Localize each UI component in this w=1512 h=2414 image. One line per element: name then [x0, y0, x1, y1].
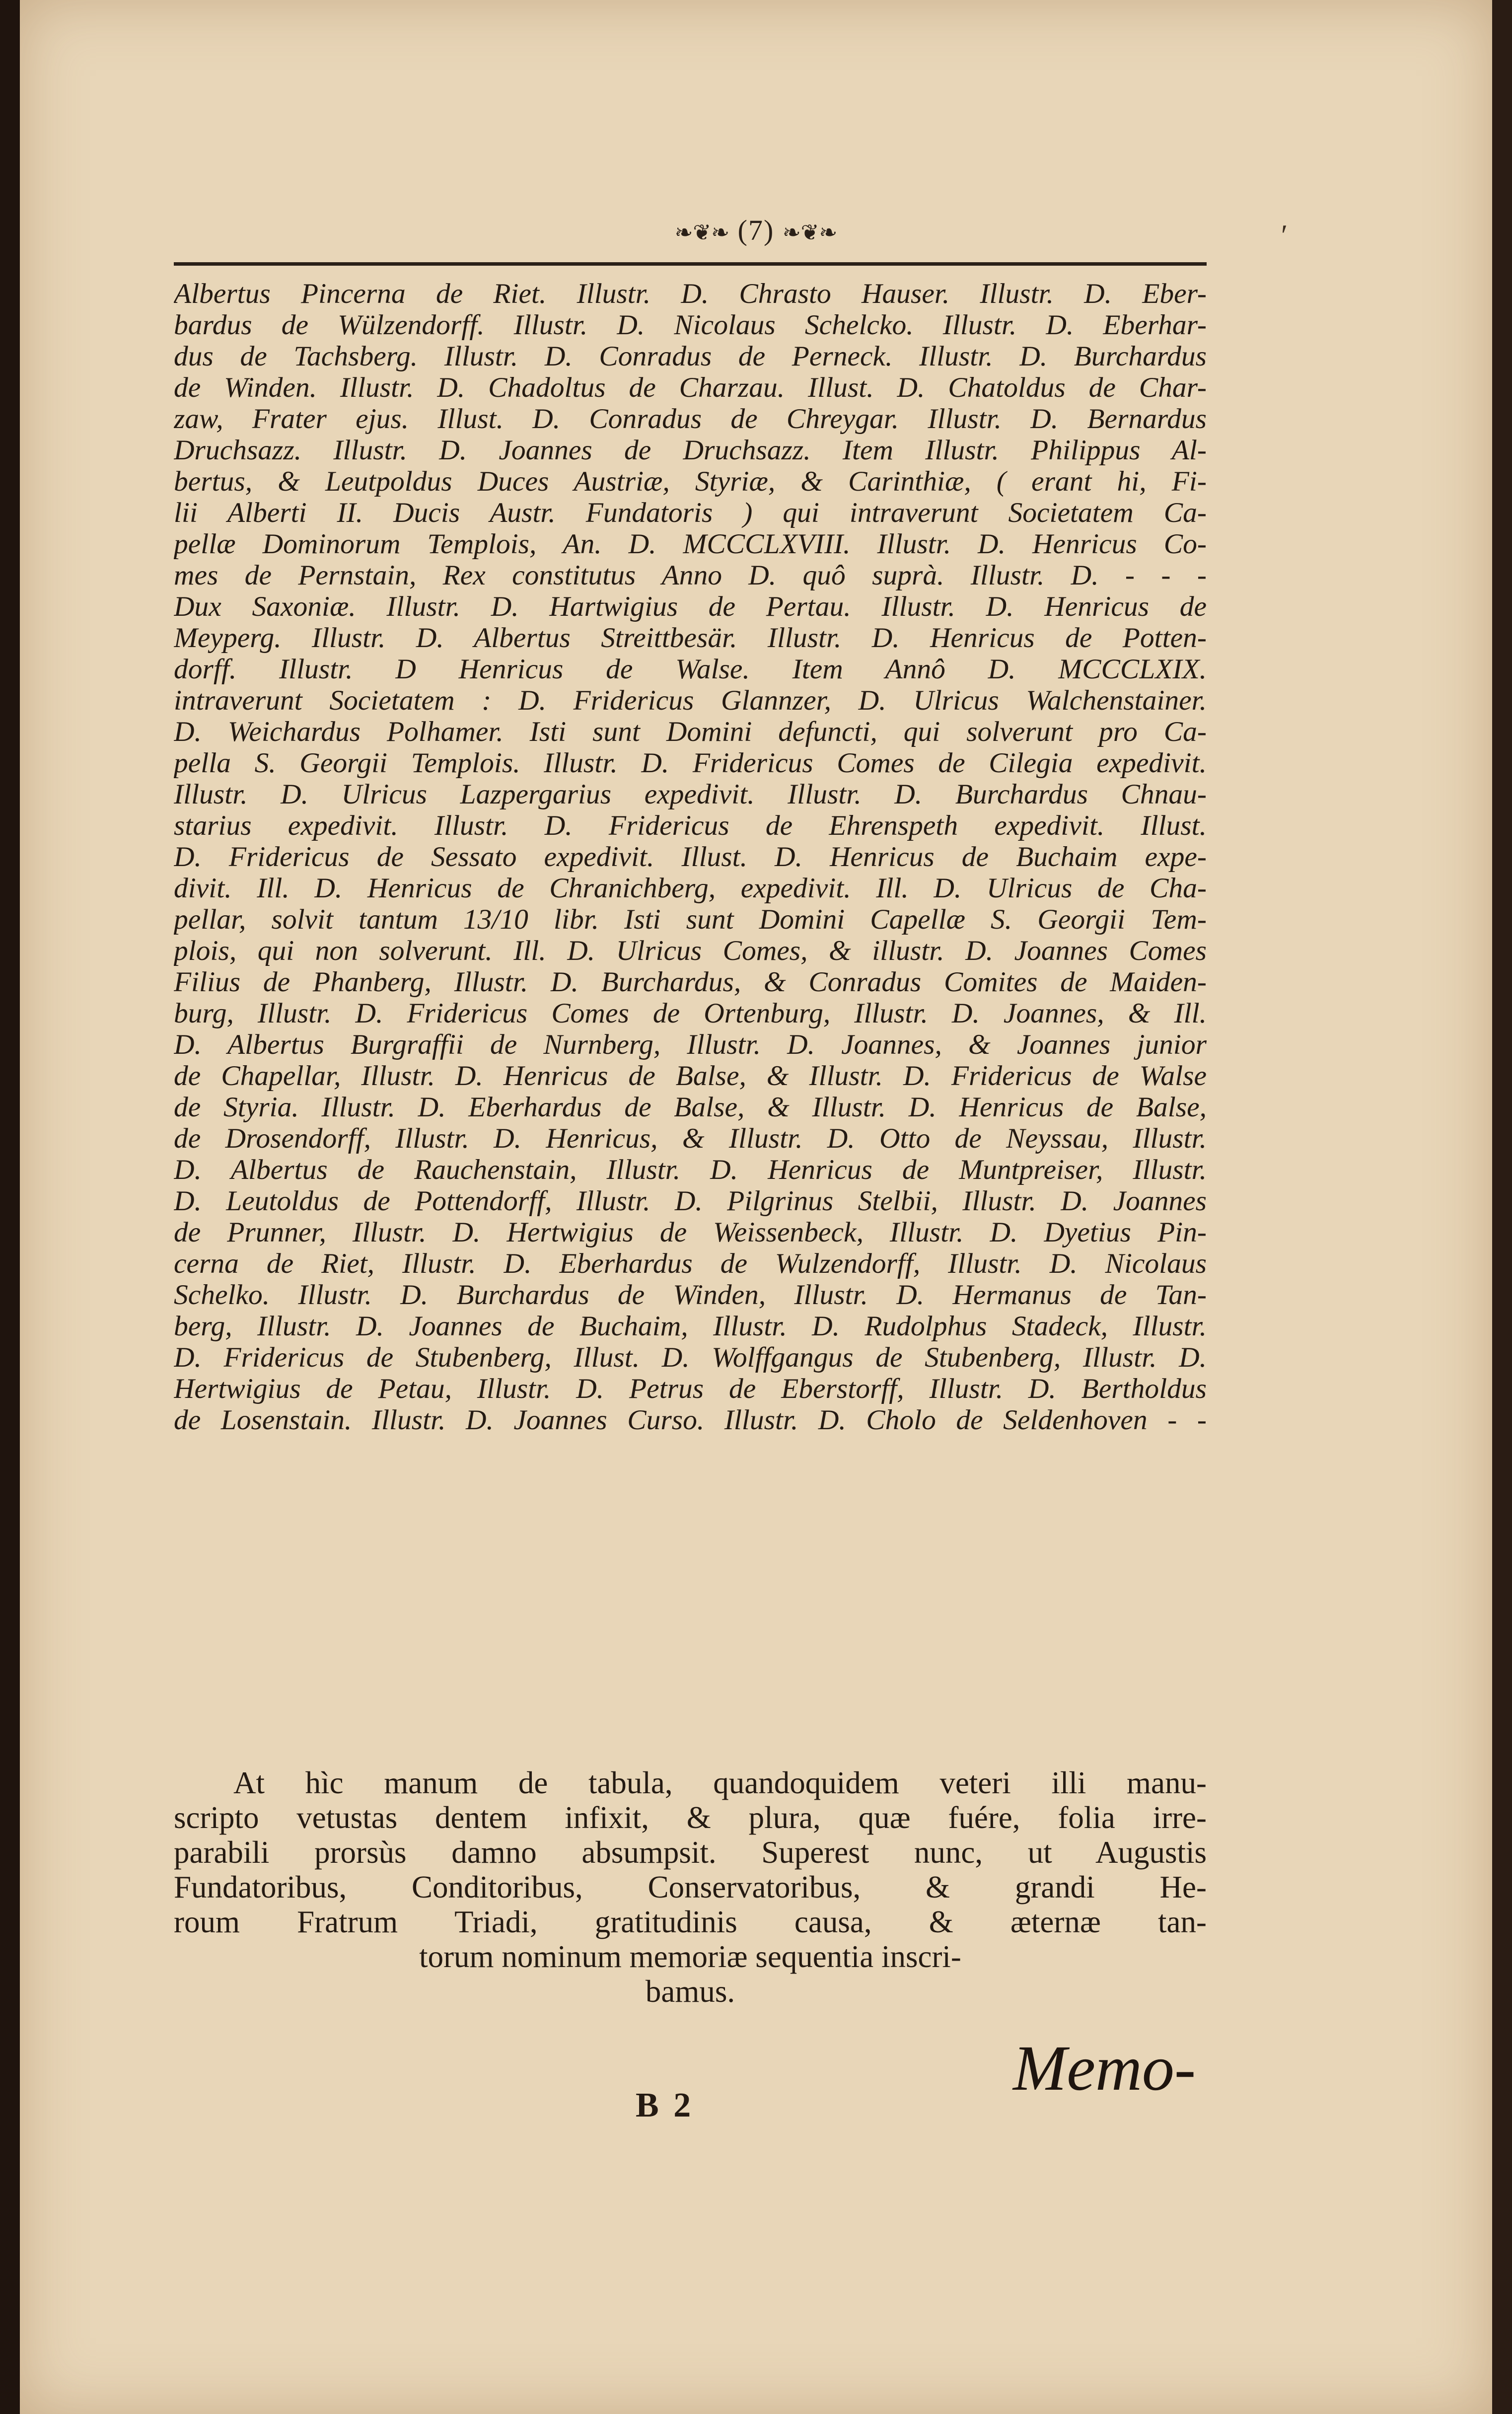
roman-text-block — [174, 1765, 1207, 2009]
text-line: lii Alberti II. Ducis Austr. Fundatoris ) qui intraverunt Societatem Ca- — [174, 497, 1207, 528]
text-line: Illustr. D. Ulricus Lazpergarius expedivit. Illustr. D. Burchardus Chnau- — [174, 779, 1207, 810]
text-line: D. Leutoldus de Pottendorff, Illustr. D. Pilgrinus Stelbii, Illustr. D. Joannes — [174, 1185, 1207, 1217]
text-line: divit. Ill. D. Henricus de Chranichberg, expedivit. Ill. D. Ulricus de Cha- — [174, 873, 1207, 904]
text-line: starius expedivit. Illustr. D. Fridericus de Ehrenspeth expedivit. Illust. — [174, 810, 1207, 841]
paragraph-line: At hìc manum de tabula, quandoquidem veteri illi manu- — [233, 1765, 1207, 1800]
margin-mark: ʹ — [1281, 219, 1288, 252]
text-line: de Styria. Illustr. D. Eberhardus de Balse, & Illustr. D. Henricus de Balse, — [174, 1092, 1207, 1123]
text-line: burg, Illustr. D. Fridericus Comes de Ortenburg, Illustr. D. Joannes, & Ill. — [174, 998, 1207, 1029]
text-line: Dux Saxoniæ. Illustr. D. Hartwigius de Pertau. Illustr. D. Henricus de — [174, 591, 1207, 622]
header-rule — [174, 262, 1207, 266]
text-line: Albertus Pincerna de Riet. Illustr. D. Chrasto Hauser. Illustr. D. Eber- — [174, 278, 1207, 309]
header-ornament-right: ❧❦❧ — [782, 220, 838, 245]
text-line: zaw, Frater ejus. Illust. D. Conradus de Chreygar. Illustr. D. Bernardus — [174, 403, 1207, 435]
text-line: pellæ Dominorum Templois, An. D. MCCCLXVIII. Illustr. D. Henricus Co- — [174, 528, 1207, 560]
text-line: Meyperg. Illustr. D. Albertus Streittbesär. Illustr. D. Henricus de Potten- — [174, 622, 1207, 654]
text-line: bardus de Wülzendorff. Illustr. D. Nicolaus Schelcko. Illustr. D. Eberhar- — [174, 309, 1207, 341]
text-line: de Chapellar, Illustr. D. Henricus de Balse, & Illustr. D. Fridericus de Walse — [174, 1060, 1207, 1092]
italic-text-block — [174, 278, 1207, 1436]
paragraph-line: Fundatoribus, Conditoribus, Conservatoribus, & grandi He- — [174, 1870, 1207, 1904]
text-line: Hertwigius de Petau, Illustr. D. Petrus de Eberstorff, Illustr. D. Bertholdus — [174, 1373, 1207, 1404]
paragraph-line: bamus. — [645, 1974, 735, 2009]
header-ornament-left: ❧❦❧ — [674, 220, 730, 245]
text-line: mes de Pernstain, Rex constitutus Anno D. quô suprà. Illustr. D. - - - — [174, 560, 1207, 591]
signature-mark: B 2 — [636, 2086, 694, 2124]
text-line: de Prunner, Illustr. D. Hertwigius de Weissenbeck, Illustr. D. Dyetius Pin- — [174, 1217, 1207, 1248]
text-line: Schelko. Illustr. D. Burchardus de Winden, Illustr. D. Hermanus de Tan- — [174, 1279, 1207, 1311]
text-line: Filius de Phanberg, Illustr. D. Burchardus, & Conradus Comites de Maiden- — [174, 966, 1207, 998]
paragraph-line: scripto vetustas dentem infixit, & plura, quæ fuére, folia irre- — [174, 1800, 1207, 1835]
paragraph-line: torum nominum memoriæ sequentia inscri- — [419, 1939, 961, 1974]
text-line: Druchsazz. Illustr. D. Joannes de Druchsazz. Item Illustr. Philippus Al- — [174, 435, 1207, 466]
text-line: de Winden. Illustr. D. Chadoltus de Charzau. Illust. D. Chatoldus de Char- — [174, 372, 1207, 403]
text-line: pellar, solvit tantum 13/10 libr. Isti sunt Domini Capellæ S. Georgii Tem- — [174, 904, 1207, 935]
text-line: D. Fridericus de Stubenberg, Illust. D. Wolffgangus de Stubenberg, Illustr. D. — [174, 1342, 1207, 1373]
text-line: intraverunt Societatem : D. Fridericus Glannzer, D. Ulricus Walchenstainer. — [174, 685, 1207, 716]
text-line: pella S. Georgii Templois. Illustr. D. Fridericus Comes de Cilegia expedivit. — [174, 747, 1207, 779]
text-line: D. Albertus Burgraffii de Nurnberg, Illustr. D. Joannes, & Joannes junior — [174, 1029, 1207, 1060]
text-line: de Losenstain. Illustr. D. Joannes Curso. Illustr. D. Cholo de Seldenhoven - - — [174, 1404, 1207, 1436]
text-line: berg, Illustr. D. Joannes de Buchaim, Illustr. D. Rudolphus Stadeck, Illustr. — [174, 1311, 1207, 1342]
text-line: dus de Tachsberg. Illustr. D. Conradus de Perneck. Illustr. D. Burchardus — [174, 341, 1207, 372]
text-line: D. Albertus de Rauchenstain, Illustr. D. Henricus de Muntpreiser, Illustr. — [174, 1154, 1207, 1185]
book-page — [20, 0, 1492, 2414]
text-line: D. Fridericus de Sessato expedivit. Illust. D. Henricus de Buchaim expe- — [174, 841, 1207, 873]
text-line: plois, qui non solverunt. Ill. D. Ulricus Comes, & illustr. D. Joannes Comes — [174, 935, 1207, 966]
text-line: D. Weichardus Polhamer. Isti sunt Domini defuncti, qui solverunt pro Ca- — [174, 716, 1207, 747]
text-line: bertus, & Leutpoldus Duces Austriæ, Styriæ, & Carinthiæ, ( erant hi, Fi- — [174, 466, 1207, 497]
paragraph-line: parabili prorsùs damno absumpsit. Superest nunc, ut Augustis — [174, 1835, 1207, 1870]
page-header — [20, 214, 1492, 247]
text-line: dorff. Illustr. D Henricus de Walse. Item Annô D. MCCCLXIX. — [174, 654, 1207, 685]
page-number: (7) — [737, 214, 775, 246]
paragraph-line: roum Fratrum Triadi, gratitudinis causa, & æternæ tan- — [174, 1904, 1207, 1939]
catchword: Memo- — [1013, 2033, 1196, 2104]
text-line: de Drosendorff, Illustr. D. Henricus, & Illustr. D. Otto de Neyssau, Illustr. — [174, 1123, 1207, 1154]
book-gutter — [0, 0, 20, 2414]
text-line: cerna de Riet, Illustr. D. Eberhardus de Wulzendorff, Illustr. D. Nicolaus — [174, 1248, 1207, 1279]
